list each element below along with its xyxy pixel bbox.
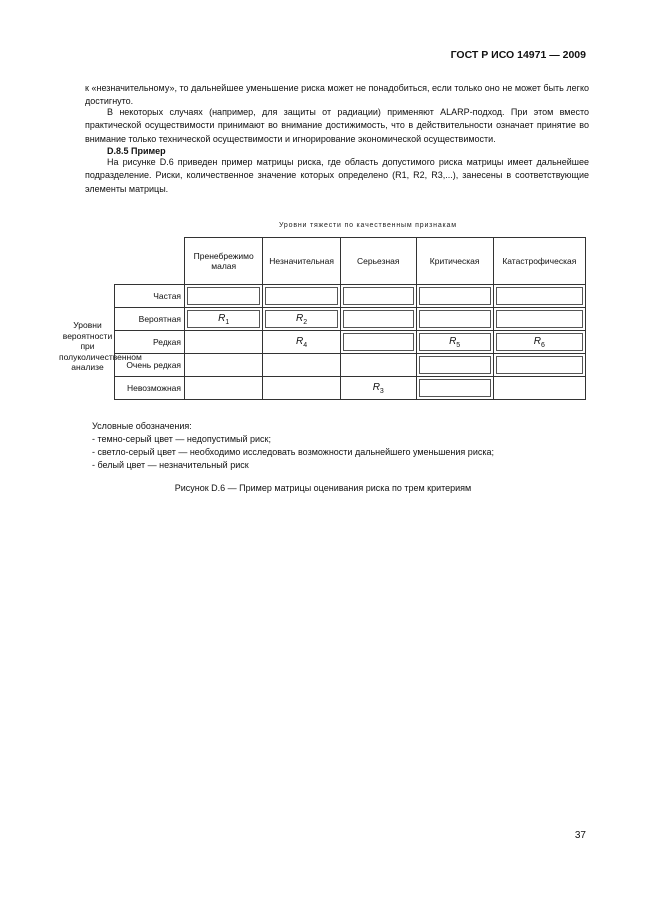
risk-r2: $R_2$	[296, 312, 308, 326]
column-header: Незначительная	[263, 238, 341, 285]
matrix-cell	[416, 285, 493, 308]
paragraph-3-text: На рисунке D.6 приведен пример матрицы риска, где область допустимого риска матрицы имеет дальнейшее подразделение. Риски, количественное значение которых определено (R1, R2, R3,...), занесены в соответствующие элементы матрицы.	[85, 157, 589, 194]
matrix-cell	[340, 354, 416, 377]
column-header: Катастрофическая	[493, 238, 585, 285]
row-label: Вероятная	[115, 308, 185, 331]
matrix-cell	[263, 377, 341, 400]
corner-cell	[115, 238, 185, 285]
severity-levels-caption: Уровни тяжести по качественным признакам	[279, 222, 457, 229]
row-label: Частая	[115, 285, 185, 308]
paragraph-1	[85, 82, 589, 109]
risk-r4: $R_4$	[296, 335, 308, 349]
paragraph-1-text: к «незначительному», то дальнейшее уменьшение риска может не понадобиться, если только оно не может быть легко достигнуто.	[85, 83, 589, 107]
matrix-cell	[493, 285, 585, 308]
matrix-cell	[416, 354, 493, 377]
matrix-cell	[493, 354, 585, 377]
matrix-cell	[340, 308, 416, 331]
column-header: Пренебрежимо малая	[185, 238, 263, 285]
legend-title: Условные обозначения:	[92, 421, 192, 431]
column-header: Серьезная	[340, 238, 416, 285]
matrix-cell	[493, 331, 585, 354]
matrix-cell	[493, 308, 585, 331]
risk-r3: $R_3$	[372, 381, 384, 395]
matrix-cell	[185, 308, 263, 331]
matrix-cell	[340, 285, 416, 308]
matrix-cell	[416, 331, 493, 354]
matrix-cell	[263, 354, 341, 377]
paragraph-2-text: В некоторых случаях (например, для защиты от радиации) применяют ALARP-подход. При этом вместо практической осуществимости принимают во внимание достижимость, что в действительности означает принятие во внимание только технической осуществимости и игнорирование экономической осуществимости.	[85, 107, 589, 144]
matrix-cell	[185, 285, 263, 308]
matrix-cell	[340, 331, 416, 354]
document-header: ГОСТ Р ИСО 14971 — 2009	[450, 49, 586, 61]
probability-levels-label: Уровни вероятности при полуколичественном анализе	[59, 320, 142, 372]
risk-r5: $R_5$	[449, 335, 461, 349]
column-header: Критическая	[416, 238, 493, 285]
matrix-cell	[185, 331, 263, 354]
legend	[92, 420, 494, 472]
risk-matrix	[59, 237, 586, 401]
legend-item: - светло-серый цвет — необходимо исследовать возможности дальнейшего уменьшения риска;	[92, 447, 494, 457]
row-label: Редкая	[115, 331, 185, 354]
section-heading: D.8.5 Пример	[107, 146, 166, 156]
matrix-cell	[493, 377, 585, 400]
matrix-cell	[340, 377, 416, 400]
matrix-cell	[185, 377, 263, 400]
row-label: Невозможная	[115, 377, 185, 400]
page-number: 37	[574, 830, 586, 841]
risk-r1: $R_1$	[218, 312, 230, 326]
legend-item: - темно-серый цвет — недопустимый риск;	[92, 434, 271, 444]
figure-caption: Рисунок D.6 — Пример матрицы оценивания риска по трем критериям	[174, 483, 472, 493]
legend-item: - белый цвет — незначительный риск	[92, 460, 249, 470]
matrix-cell	[263, 331, 341, 354]
matrix-cell	[263, 308, 341, 331]
row-label: Очень редкая	[115, 354, 185, 377]
risk-r6: $R_6$	[533, 335, 545, 349]
matrix-cell	[416, 377, 493, 400]
matrix-cell	[263, 285, 341, 308]
matrix-cell	[185, 354, 263, 377]
risk-matrix-table	[114, 237, 586, 400]
paragraph-2	[85, 106, 589, 146]
paragraph-3	[85, 156, 589, 196]
matrix-cell	[416, 308, 493, 331]
